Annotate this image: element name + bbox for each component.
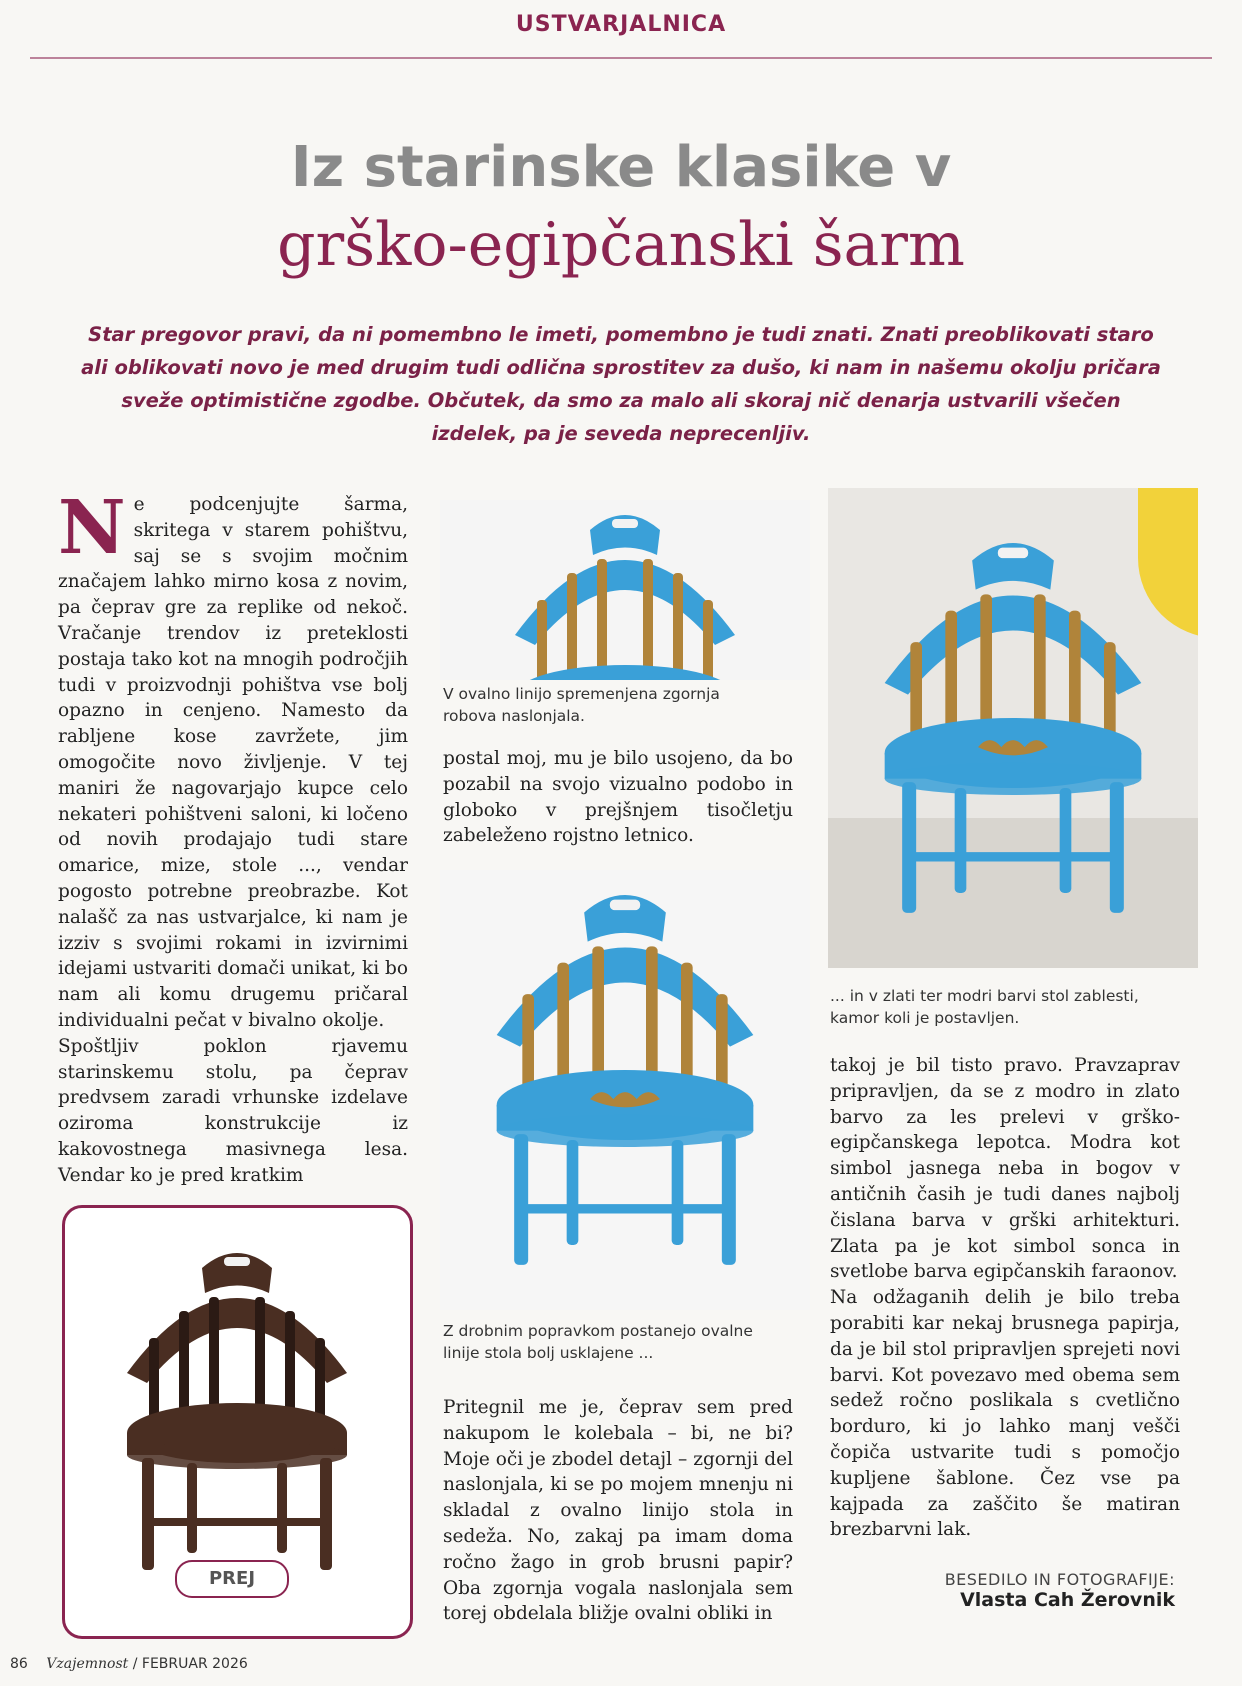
col1-paragraph-1: e podcenjujte šarma, skritega v starem pohištvu, saj se s svojim močnim značajem lahko mirno kosa z novim, pa čeprav gre za replike od nekoč. Vračanje trendov iz preteklosti postaja tako kot na mnogih področjih tudi v proizvodnji pohištva vse bolj opazno in cenjeno. Namesto da rabljene kose zavržete, jim omogočite novo življenje. V tej maniri že nagovarjajo kupce celo nekateri pohištveni saloni, ki ločeno od novih prodajajo tudi stare omarice, mize, stole ..., vendar pogosto potrebne preobrazbe. Kot nalašč za nas ustvarjalce, ki nam je izziv s svojimi rokami in izvirnimi idejami ustvariti domači unikat, ki bo nam ali komu drugemu pričaral individualni pečat v bivalno okolje.: [58, 494, 409, 1031]
photo-1: [440, 500, 810, 680]
photo-2: [440, 870, 810, 1310]
blue-chair-top-image: [475, 500, 775, 680]
blue-chair-middle-image: [450, 870, 800, 1270]
column-2-bottom-text: Pritegnil me je, čeprav sem pred nakupom le kolebala – bi, ne bi? Moje oči je zbodel detajl – zgornji del naslonjala, ki se po mojem mnenju ni skladal z ovalno linijo stola in sedeža. No, zakaj pa imam doma ročno žago in grob brusni papir? Oba zgornja vogala naslonjala sem torej obdelala bližje ovalni obliki in: [443, 1397, 793, 1625]
issue-date: / FEBRUAR 2026: [132, 1656, 248, 1672]
footer: [10, 1656, 248, 1672]
credit-block: [830, 1570, 1175, 1611]
caption-1: V ovalno linijo spremenjena zgornja robova naslonjala.: [443, 685, 720, 725]
column-2-top-text: postal moj, mu je bilo usojeno, da bo pozabil na svojo vizualno podobo in globoko v prejšnjem tisočletju zabeleženo rojstno letnico.: [443, 748, 793, 847]
column-1: [58, 485, 409, 1189]
credit-name: Vlasta Cah Žerovnik: [960, 1589, 1175, 1611]
drop-cap: N: [58, 485, 126, 571]
col3-paragraph-2: Na odžaganih delih je bilo treba porabiti kar nekaj brusnega papirja, da je bil stol pripravljen sprejeti novi barvi. Kot povezavo med obema sem sedež ročno poslikala s cvetlično borduro, ki jo lahko manj vešči čopiča ustvarite tudi s pomočjo kupljene šablone. Čez vse pa kajpada za zaščito še matiran brezbarvni lak.: [830, 1287, 1180, 1541]
caption-2: Z drobnim popravkom postanejo ovalne linije stola bolj usklajene ...: [443, 1322, 753, 1362]
lead-paragraph: Star pregovor pravi, da ni pomembno le imeti, pomembno je tudi znati. Znati preoblikovati staro ali oblikovati novo je med drugim tudi odlična sprostitev za dušo, ki nam in našemu okolju pričara sveže optimistične zgodbe. Občutek, da smo za malo ali skoraj nič denarja ustvarili všečen izdelek, pa je seveda neprecenljiv.: [81, 323, 1161, 445]
magazine-name: Vzajemnost: [46, 1656, 129, 1672]
section-label: USTVARJALNICA: [515, 12, 727, 37]
page-number: 86: [10, 1656, 28, 1672]
col1-paragraph-2: Spoštljiv poklon rjavemu starinskemu stolu, pa čeprav predvsem zaradi vrhunske izdelave oziroma konstrukcije iz kakovostnega masivnega lesa. Vendar ko je pred kratkim: [58, 1035, 408, 1186]
column-3-text: [830, 1053, 1180, 1543]
caption-3: ... in v zlati ter modri barvi stol zablesti, kamor koli je postavljen.: [830, 987, 1139, 1027]
col3-paragraph-1: takoj je bil tisto pravo. Pravzaprav pripravljen, da se z modro in zlato barvo za les prelevi v grško-egipčanskega lepotca. Modra kot simbol jasnega neba in bogov v antičnih časih je tudi danes najbolj čislana barva v grški arhitekturi. Zlata pa je kot simbol sonca in svetlobe barva egipčanskih faraonov.: [830, 1055, 1180, 1283]
blue-chair-final-image: [838, 498, 1188, 938]
credit-label: BESEDILO IN FOTOGRAFIJE:: [944, 1570, 1175, 1589]
header-rule: [30, 57, 1212, 59]
brown-chair-image: [87, 1233, 387, 1573]
title-line-2: grško-egipčanski šarm: [277, 210, 965, 280]
photo-3: [828, 488, 1198, 968]
before-badge: PREJ: [175, 1560, 289, 1598]
title-line-1: Iz starinske klasike v: [290, 135, 952, 200]
